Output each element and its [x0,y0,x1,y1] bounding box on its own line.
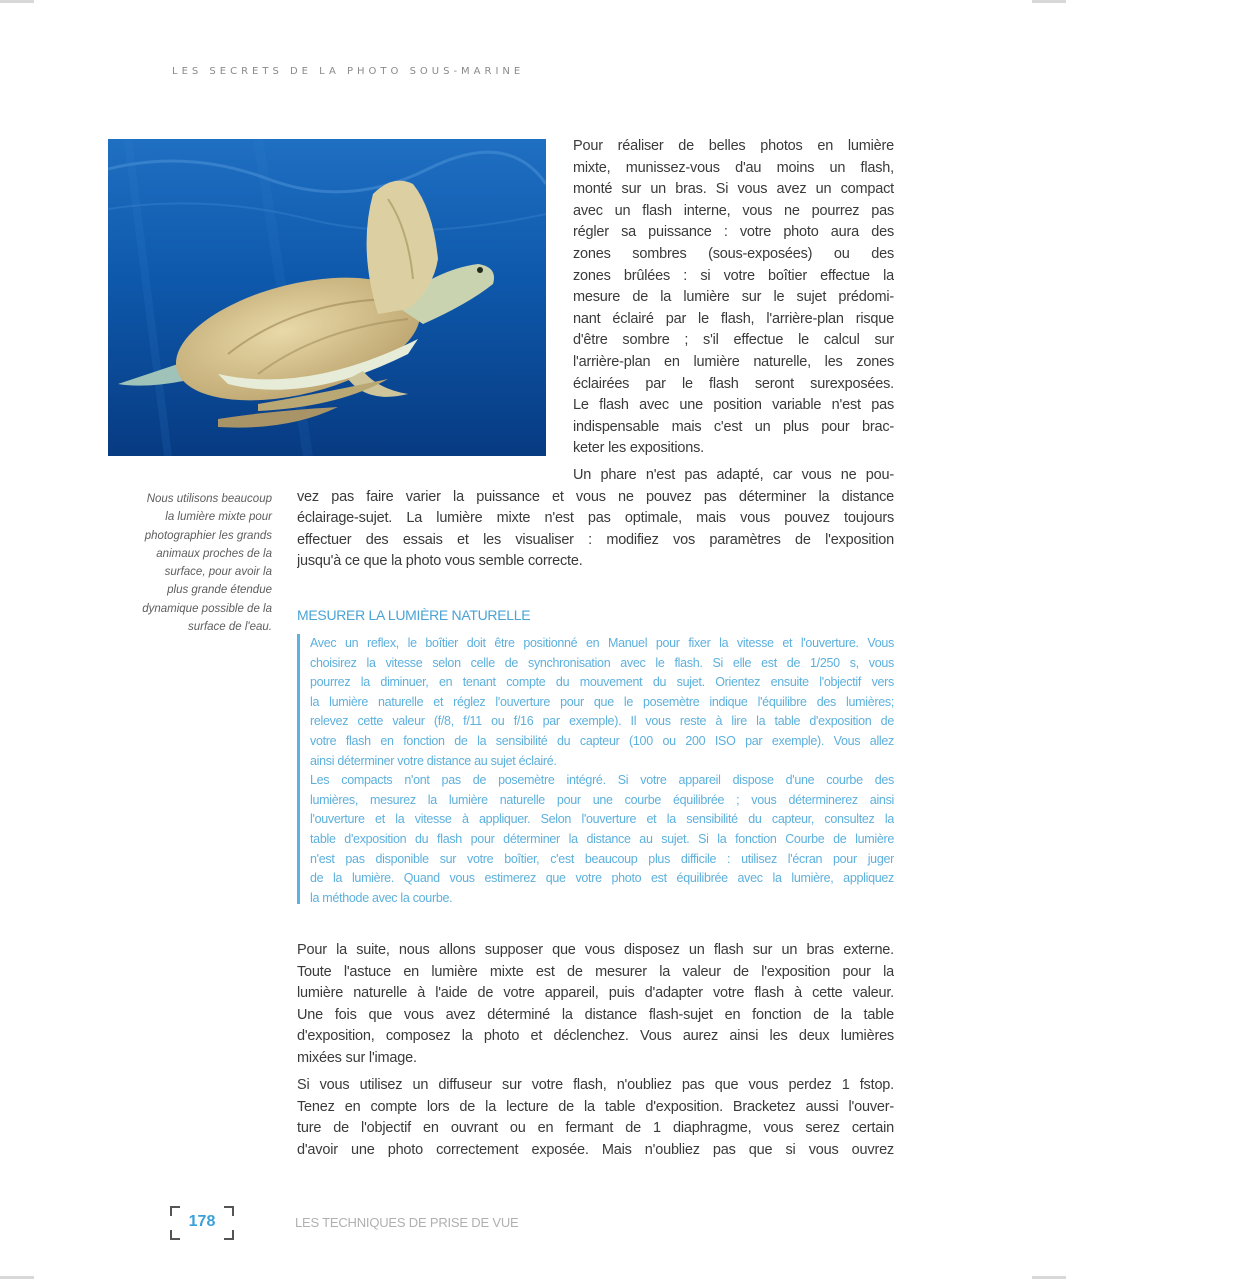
crop-mark-top-left [0,0,34,3]
caption-line: plus grande étendue [167,584,272,597]
text-line: ture de l'objectif en ouvrant ou en fermant de 1 diaphragme, vous serez certain [297,1120,894,1137]
caption-line: la lumière mixte pour [165,511,272,524]
text-line: lumière naturelle à l'aide de votre appareil, puis d'adapter votre flash à cette valeur. [297,985,894,1002]
crop-mark-bottom-right [1032,1276,1066,1279]
caption-line: Nous utilisons beaucoup [146,493,272,505]
note-line: Avec un reflex, le boîtier doit être positionné en Manuel pour fixer la vitesse et l'ouverture. Vous [310,636,894,650]
text-line: zones brûlées : si votre boîtier effectue la [573,267,894,284]
text-line: d'exposition, composez la photo et déclenchez. Vous aurez ainsi les deux lumières [297,1028,894,1045]
note-line: Les compacts n'ont pas de posemètre intégré. Si votre appareil dispose d'une courbe des [310,773,894,788]
note-line: ainsi déterminer votre distance au sujet éclairé. [310,753,557,768]
text-line: mixées sur l'image. [297,1049,417,1066]
page-number-frame [170,1206,234,1240]
note-line: table d'exposition du flash pour déterminer la distance au sujet. Si la fonction Courbe de lumière [310,831,894,846]
footer-section-title: LES TECHNIQUES DE PRISE DE VUE [295,1215,519,1230]
paragraph-3 [297,940,894,1070]
text-line: l'arrière-plan en lumière naturelle, les zones [573,353,894,370]
text-line: vez pas faire varier la puissance et vous ne pouvez pas déterminer la distance [297,488,894,505]
text-line: d'avoir une photo correctement exposée. Mais n'oubliez pas que si vous ouvrez [297,1141,894,1158]
paragraph-2 [297,465,894,573]
text-line: Une fois que vous avez déterminé la distance flash-sujet en fonction de la table [297,1006,894,1023]
note-line: lumières, mesurez la lumière naturelle pour une courbe équilibrée ; vous déterminerez ainsi [310,792,894,807]
text-line: nant éclairé par le flash, l'arrière-plan risque [573,310,894,327]
text-line: Le flash avec une position variable n'est pas [573,397,894,414]
crop-mark-bottom-left [0,1276,34,1279]
caption-line: surface de l'eau. [187,621,272,634]
text-line: éclairage-sujet. La lumière mixte n'est pas optimale, mais vous pouvez toujours [297,510,894,527]
text-line: Si vous utilisez un diffuseur sur votre flash, n'oubliez pas que vous perdez 1 fstop. [297,1077,894,1093]
text-line: Toute l'astuce en lumière mixte est de mesurer la valeur de l'exposition pour la [297,963,894,980]
text-line: monté sur un bras. Si vous avez un compact [573,181,894,198]
note-line: de la lumière. Quand vous estimerez que votre photo est équilibrée avec la lumière, appliquez [310,871,894,886]
text-line: avec un flash interne, vous ne pourrez pas [573,202,894,219]
note-line: l'ouverture et la vitesse à appliquer. Selon l'ouverture et la sensibilité du capteur, consultez la [310,812,894,827]
text-line: Tenez en compte lors de la lecture de la table d'exposition. Bracketez aussi l'ouver- [297,1098,894,1115]
crop-mark-top-right [1032,0,1066,3]
text-line: régler sa puissance : votre photo aura des [573,224,894,241]
text-line: jusqu'à ce que la photo vous semble correcte. [297,553,583,570]
note-line: votre flash en fonction de la sensibilité du capteur (100 ou 200 ISO par exemple). Vous allez [310,733,894,748]
text-line: éclairées par le flash seront surexposées. [573,375,894,392]
text-line: indispensable mais c'est un plus pour brac- [573,418,894,435]
note-line: la méthode avec la courbe. [310,890,453,905]
text-line: d'être sombre ; s'il effectue le calcul sur [573,332,894,349]
text-line: mesure de la lumière sur le sujet prédomi- [573,289,894,306]
page-number: 178 [188,1213,216,1230]
note-line: pourrez la diminuer, en tenant compte du mouvement du sujet. Orientez ensuite l'objectif vers [310,675,894,690]
boxed-note [297,634,894,904]
section-title: MESURER LA LUMIÈRE NATURELLE [297,607,531,623]
caption-line: surface, pour avoir la [164,566,272,579]
caption-line: animaux proches de la [156,547,272,560]
text-line: zones sombres (sous-exposées) ou des [573,245,894,262]
note-line: n'est pas disponible sur votre boîtier, c'est beaucoup plus difficile : utilisez l'écran pour juger [310,851,894,866]
caption-line: photographier les grands [144,529,272,542]
paragraph-1 [573,136,894,460]
frame-corner [170,1230,180,1240]
note-line: la lumière naturelle et réglez l'ouverture pour que le posemètre indique l'équilibre des lumières; [310,694,894,709]
paragraph-4 [297,1075,894,1161]
text-line: Pour réaliser de belles photos en lumière [573,138,894,154]
text-line: Pour la suite, nous allons supposer que vous disposez un flash sur un bras externe. [297,942,894,958]
note-line: relevez cette valeur (f/8, f/11 ou f/16 par exemple). Il vous reste à lire la table d'exposition de [310,714,894,729]
text-line: keter les expositions. [573,440,704,457]
text-line: effectuer des essais et les visualiser : modifiez vos paramètres de l'exposition [297,531,894,548]
text-line: mixte, munissez-vous d'au moins un flash, [573,159,894,176]
caption-line: dynamique possible de la [142,602,272,615]
running-head: LES SECRETS DE LA PHOTO SOUS-MARINE [172,66,525,77]
photo-caption [104,490,272,636]
text-line: Un phare n'est pas adapté, car vous ne pou- [573,467,894,483]
sea-turtle-photo [108,139,546,456]
frame-corner [224,1230,234,1240]
note-line: choisirez la vitesse selon celle de synchronisation avec le flash. Si elle est de 1/250 s, vous [310,655,894,670]
